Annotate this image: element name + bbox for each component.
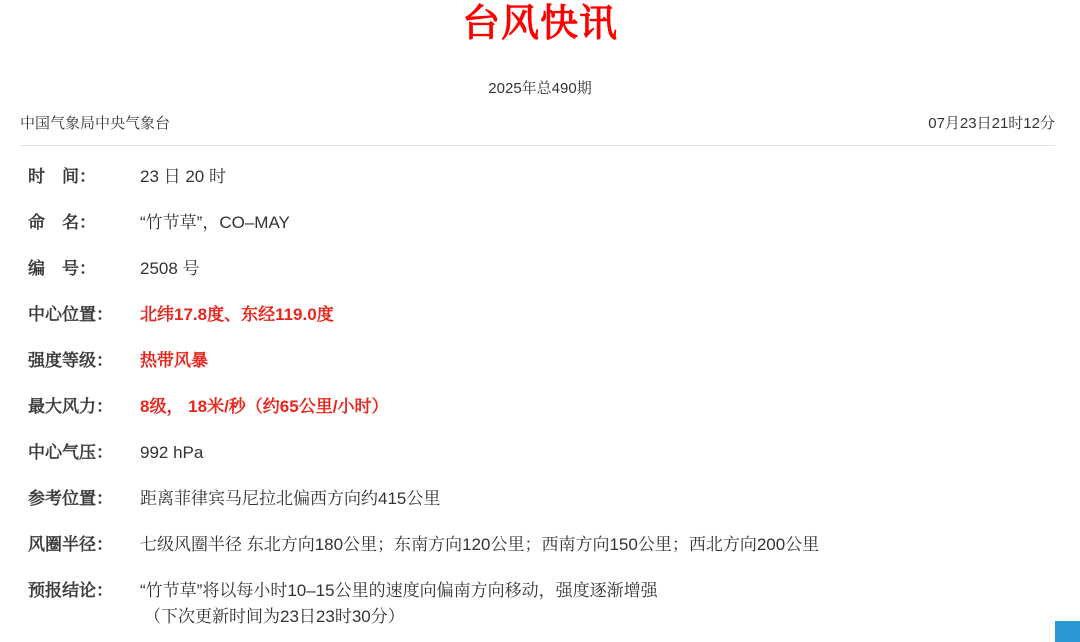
field-value: 距离菲律宾马尼拉北偏西方向约415公里: [140, 489, 441, 508]
field-label: 编 号：: [28, 259, 96, 278]
field-value: 992 hPa: [140, 443, 204, 462]
field-value: 23 日 20 时: [140, 167, 226, 186]
field-value: [140, 581, 658, 627]
field-value: 8级， 18米/秒（约65公里/小时）: [140, 397, 389, 416]
field-row-intensity: [28, 351, 1055, 371]
forecast-line-1: “竹节草”将以每小时10–15公里的速度向偏南方向移动，强度逐渐增强: [140, 581, 658, 600]
field-label: 中心气压：: [28, 443, 113, 462]
field-row-forecast-conclusion: [28, 581, 1055, 627]
field-label: 中心位置：: [28, 305, 113, 324]
field-value: 热带风暴: [140, 351, 208, 370]
field-row-max-wind: [28, 397, 1055, 417]
field-value: 七级风圈半径 东北方向180公里；东南方向120公里；西南方向150公里；西北方向200公里: [140, 535, 820, 554]
field-value: “竹节草”，CO–MAY: [140, 213, 290, 232]
bulletin-fields: [0, 146, 1080, 627]
page-title: 台风快讯: [461, 3, 618, 45]
field-row-center-pressure: [28, 443, 1055, 463]
field-value: 北纬17.8度、东经119.0度: [140, 305, 334, 324]
agency-name: 中国气象局中央气象台: [20, 115, 171, 132]
field-label: 参考位置：: [28, 489, 113, 508]
field-label: 预报结论：: [28, 581, 113, 600]
field-label: 强度等级：: [28, 351, 113, 370]
field-row-name: [28, 213, 1055, 233]
field-value: 2508 号: [140, 259, 200, 278]
field-row-number: [28, 259, 1055, 279]
corner-widget-button[interactable]: [1055, 621, 1080, 642]
field-row-reference-position: [28, 489, 1055, 509]
field-label: 最大风力：: [28, 397, 113, 416]
publish-time: 07月23日21时12分: [928, 115, 1055, 132]
field-label: 命 名：: [28, 213, 96, 232]
field-row-wind-circle-radius: [28, 535, 1055, 555]
field-label: 时 间：: [28, 167, 96, 186]
forecast-line-2: （下次更新时间为23日23时30分）: [144, 607, 405, 626]
field-row-center-position: [28, 305, 1055, 325]
meta-bar: [20, 114, 1055, 146]
issue-number: 2025年总490期: [488, 80, 592, 97]
field-label: 风圈半径：: [28, 535, 113, 554]
field-row-time: [28, 167, 1055, 187]
